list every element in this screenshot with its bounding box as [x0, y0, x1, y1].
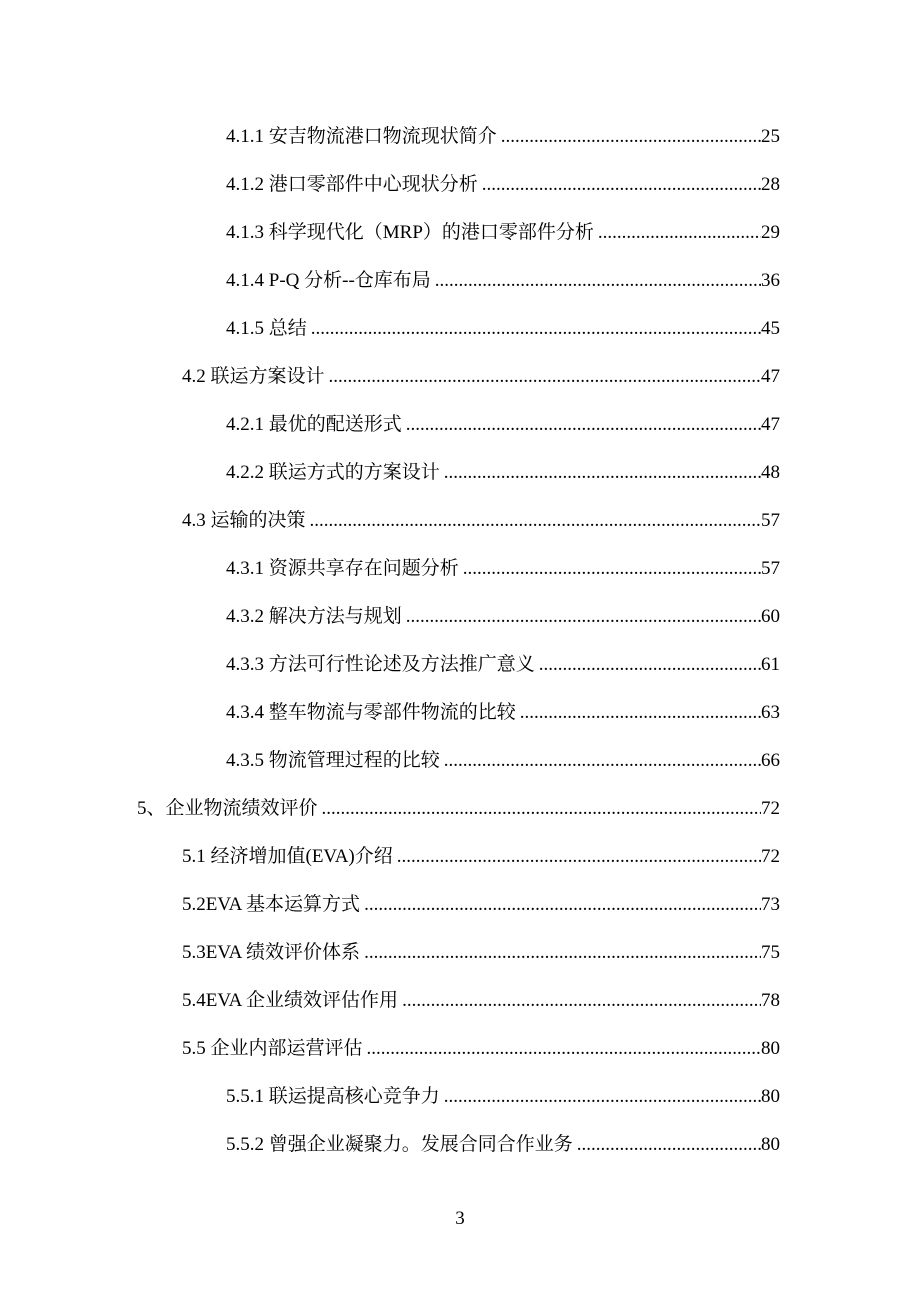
toc-leader-dots [367, 1036, 761, 1062]
toc-leader-dots [364, 892, 761, 918]
toc-entry-5-4[interactable] [182, 977, 780, 1025]
toc-leader-dots [482, 172, 761, 198]
toc-entry-title: 4.3.1 资源共享存在问题分析 [226, 558, 459, 579]
toc-entry-title: 4.1.5 总结 [226, 318, 307, 339]
toc-entry-4-1-3[interactable] [226, 209, 780, 257]
toc-entry-5-2[interactable] [182, 881, 780, 929]
toc-entry-title: 4.1.3 科学现代化（MRP）的港口零部件分析 [226, 222, 594, 243]
toc-entry-title: 5.5.2 曾强企业凝聚力。发展合同合作业务 [226, 1134, 573, 1155]
toc-entry-5[interactable] [137, 785, 780, 833]
toc-entry-title: 4.2 联运方案设计 [182, 366, 325, 387]
toc-leader-dots [444, 460, 761, 486]
toc-leader-dots [598, 220, 761, 246]
toc-entry-title: 4.3.2 解决方法与规划 [226, 606, 402, 627]
toc-entry-title: 4.3.3 方法可行性论述及方法推广意义 [226, 654, 535, 675]
toc-leader-dots [435, 268, 761, 294]
toc-entry-page: 36 [761, 270, 780, 291]
toc-entry-title: 5.2EVA 基本运算方式 [182, 894, 361, 915]
toc-entry-page: 47 [761, 366, 780, 387]
toc-entry-page: 60 [761, 606, 780, 627]
toc-entry-title: 5.4EVA 企业绩效评估作用 [182, 990, 399, 1011]
toc-entry-5-5-2[interactable] [226, 1121, 780, 1169]
toc-entry-page: 25 [761, 126, 780, 147]
toc-leader-dots [311, 316, 761, 342]
toc-entry-title: 5.5 企业内部运营评估 [182, 1038, 363, 1059]
toc-entry-page: 66 [761, 750, 780, 771]
toc-entry-5-5[interactable] [182, 1025, 780, 1073]
page-number: 3 [455, 1208, 465, 1229]
toc-leader-dots [463, 556, 761, 582]
toc-entry-title: 5.3EVA 绩效评价体系 [182, 942, 361, 963]
toc-leader-dots [444, 1084, 761, 1110]
toc-entry-page: 61 [761, 654, 780, 675]
toc-entry-page: 72 [761, 798, 780, 819]
toc-entry-title: 4.1.2 港口零部件中心现状分析 [226, 174, 478, 195]
toc-entry-4-1-5[interactable] [226, 305, 780, 353]
toc-entry-4-3[interactable] [182, 497, 780, 545]
toc-leader-dots [406, 604, 761, 630]
toc-leader-dots [501, 124, 761, 150]
toc-entry-4-3-3[interactable] [226, 641, 780, 689]
toc-entry-title: 4.3 运输的决策 [182, 510, 306, 531]
toc-entry-5-3[interactable] [182, 929, 780, 977]
toc-entry-page: 80 [761, 1038, 780, 1059]
toc-leader-dots [364, 940, 761, 966]
toc-entry-4-2[interactable] [182, 353, 780, 401]
toc-entry-page: 80 [761, 1086, 780, 1107]
toc-entry-title: 4.3.4 整车物流与零部件物流的比较 [226, 702, 516, 723]
toc-leader-dots [322, 796, 761, 822]
toc-entry-4-1-4[interactable] [226, 257, 780, 305]
toc-leader-dots [539, 652, 761, 678]
toc-entry-4-3-5[interactable] [226, 737, 780, 785]
toc-leader-dots [406, 412, 761, 438]
toc-entry-page: 45 [761, 318, 780, 339]
toc-entry-title: 4.1.4 P-Q 分析--仓库布局 [226, 270, 431, 291]
toc-entry-page: 57 [761, 510, 780, 531]
toc-entry-page: 63 [761, 702, 780, 723]
toc-entry-page: 73 [761, 894, 780, 915]
toc-entry-4-3-2[interactable] [226, 593, 780, 641]
toc-entry-page: 57 [761, 558, 780, 579]
toc-entry-title: 5.1 经济增加值(EVA)介绍 [182, 846, 393, 867]
toc-entry-page: 72 [761, 846, 780, 867]
toc-entry-5-1[interactable] [182, 833, 780, 881]
toc-leader-dots [402, 988, 761, 1014]
toc-entry-4-2-1[interactable] [226, 401, 780, 449]
toc-entry-page: 29 [761, 222, 780, 243]
toc-entry-page: 78 [761, 990, 780, 1011]
toc-entry-page: 80 [761, 1134, 780, 1155]
toc-leader-dots [577, 1132, 761, 1158]
toc-entry-title: 4.3.5 物流管理过程的比较 [226, 750, 440, 771]
toc-entry-4-2-2[interactable] [226, 449, 780, 497]
toc-entry-4-1-1[interactable] [226, 113, 780, 161]
toc-entry-4-1-2[interactable] [226, 161, 780, 209]
toc-entry-title: 5.5.1 联运提高核心竞争力 [226, 1086, 440, 1107]
toc-entry-page: 47 [761, 414, 780, 435]
toc-entry-4-3-1[interactable] [226, 545, 780, 593]
toc-leader-dots [520, 700, 761, 726]
toc-entry-page: 75 [761, 942, 780, 963]
toc-entry-title: 5、企业物流绩效评价 [137, 798, 318, 819]
toc-entry-5-5-1[interactable] [226, 1073, 780, 1121]
toc-leader-dots [444, 748, 761, 774]
toc-leader-dots [310, 508, 761, 534]
toc-leader-dots [397, 844, 761, 870]
toc-entry-title: 4.2.2 联运方式的方案设计 [226, 462, 440, 483]
toc-entry-page: 48 [761, 462, 780, 483]
toc-entry-title: 4.1.1 安吉物流港口物流现状简介 [226, 126, 497, 147]
toc-entry-title: 4.2.1 最优的配送形式 [226, 414, 402, 435]
toc-leader-dots [329, 364, 761, 390]
toc-entry-page: 28 [761, 174, 780, 195]
toc-entry-4-3-4[interactable] [226, 689, 780, 737]
